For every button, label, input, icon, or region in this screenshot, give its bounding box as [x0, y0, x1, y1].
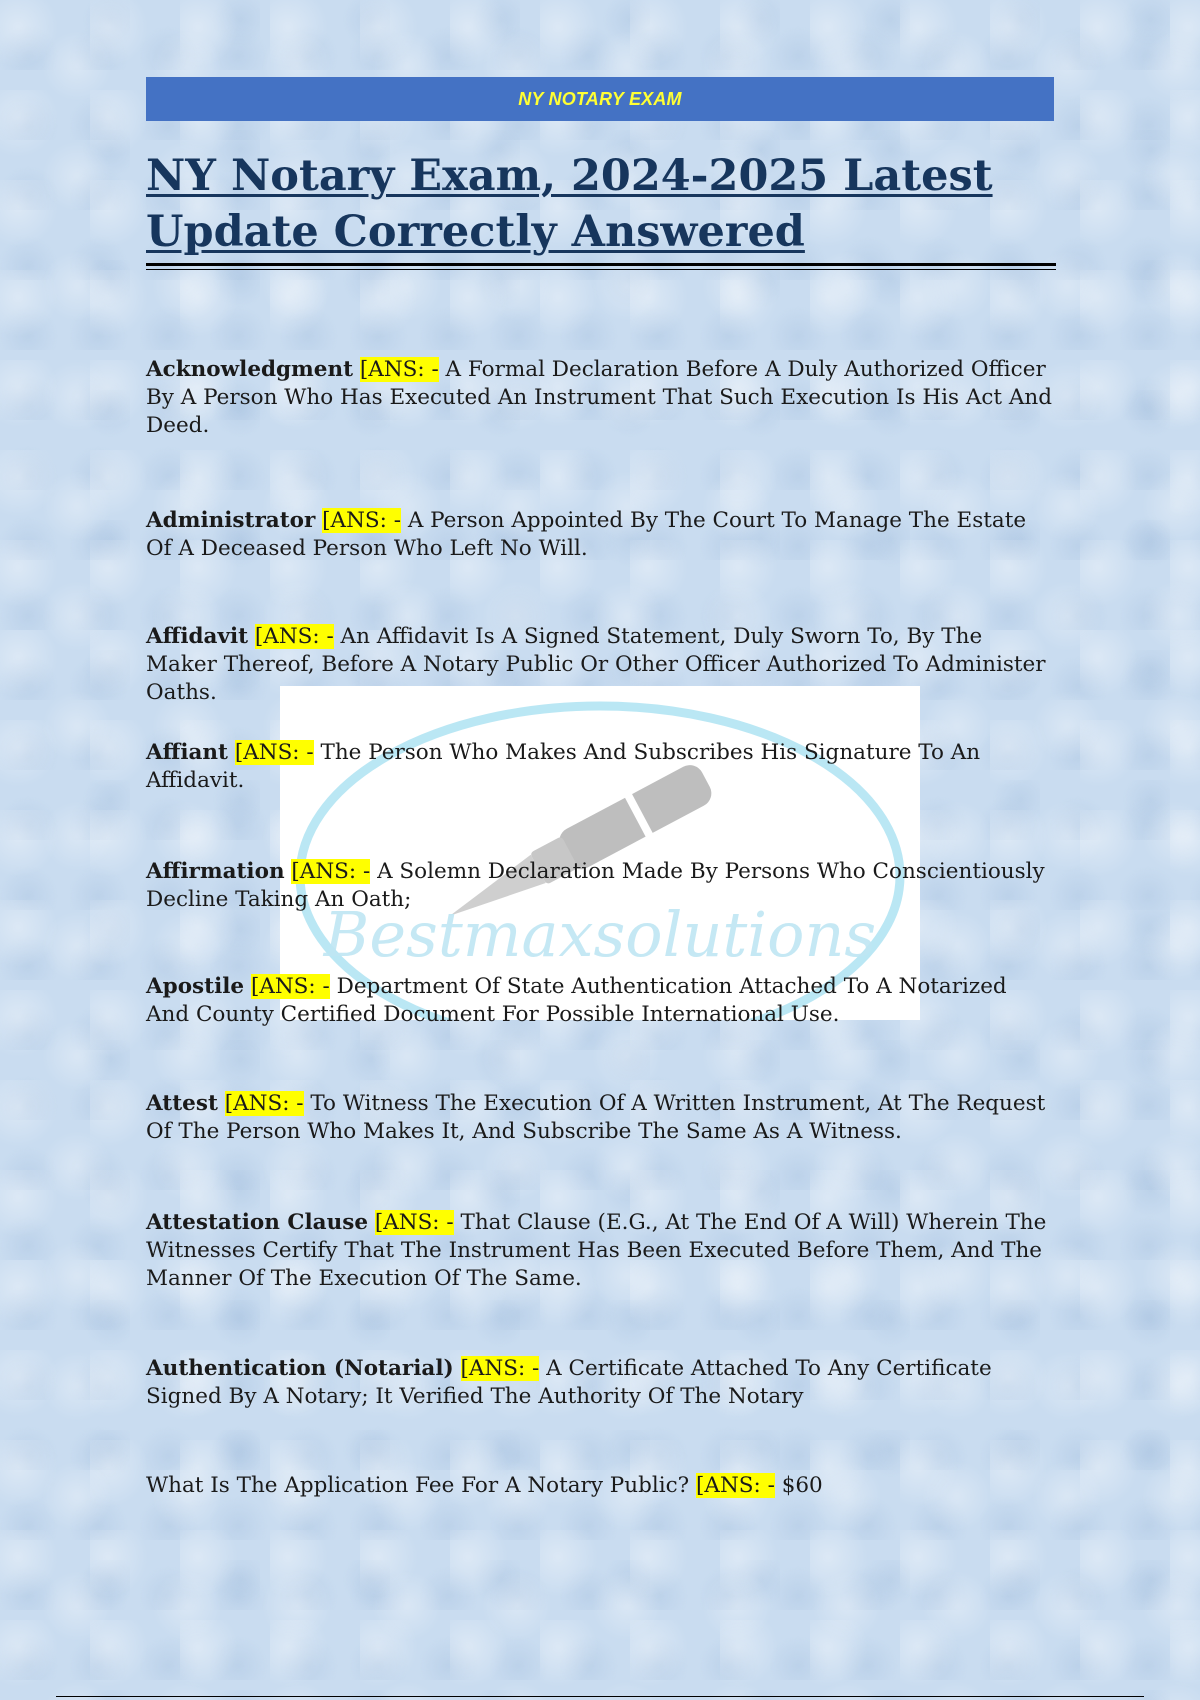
title-double-rule — [146, 263, 1056, 270]
entry-definition: To Witness The Execution Of A Written Instrument, At The Request Of The Person Who Makes It, And Subscribe The Same As A Witness. — [146, 1091, 1046, 1144]
glossary-entry — [146, 356, 1056, 440]
ans-marker: [ANS: - — [322, 508, 401, 533]
glossary-entry — [146, 507, 1056, 563]
question-text: What Is The Application Fee For A Notary Public? — [146, 1473, 697, 1498]
entry-term: Attest — [146, 1091, 218, 1116]
glossary-entry — [146, 858, 1056, 914]
entry-definition: A Person Appointed By The Court To Manage The Estate Of A Deceased Person Who Left No Will. — [146, 508, 1027, 561]
footer-rule — [56, 1696, 1144, 1697]
entry-term: Affidavit — [146, 624, 249, 649]
question-entry — [146, 1472, 1056, 1500]
header-bar — [146, 77, 1054, 121]
entry-term: Affiant — [146, 740, 228, 765]
glossary-entry — [146, 1090, 1056, 1146]
ans-marker: [ANS: - — [234, 740, 314, 765]
ans-marker: [ANS: - — [224, 1091, 304, 1116]
watermark-logo — [280, 686, 920, 1020]
ans-marker: [ANS: - — [374, 1210, 454, 1235]
glossary-entry — [146, 623, 1056, 707]
ans-marker: [ANS: - — [254, 624, 334, 649]
entry-term: Authentication (Notarial) — [146, 1356, 454, 1381]
ans-marker: [ANS: - — [359, 357, 439, 382]
watermark-graphic — [280, 686, 920, 1020]
ans-marker: [ANS: - — [696, 1473, 775, 1498]
ans-marker: [ANS: - — [460, 1356, 540, 1381]
entry-term: Acknowledgment — [146, 357, 354, 382]
entry-term: Administrator — [146, 508, 316, 533]
glossary-entry — [146, 1355, 1056, 1411]
entry-term: Attestation Clause — [146, 1210, 368, 1235]
glossary-entry — [146, 973, 1056, 1029]
entry-definition: The Person Who Makes And Subscribes His Signature To An Affidavit. — [146, 740, 981, 793]
ans-marker: [ANS: - — [250, 974, 330, 999]
entry-definition: A Solemn Declaration Made By Persons Who Conscientiously Decline Taking An Oath; — [146, 859, 1045, 912]
document-title: NY Notary Exam, 2024-2025 Latest Update Correctly Answered — [146, 151, 993, 257]
entry-term: Affirmation — [146, 859, 285, 884]
glossary-entry — [146, 739, 1056, 795]
entry-definition: Department Of State Authentication Attached To A Notarized And County Certified Document For Possible International Use. — [146, 974, 1007, 1027]
entry-definition: That Clause (E.G., At The End Of A Will) Wherein The Witnesses Certify That The Instrument Has Been Executed Before Them, And The Manner Of The Execution Of The Same. — [146, 1210, 1047, 1291]
entry-term: Apostile — [146, 974, 245, 999]
entry-definition: A Certificate Attached To Any Certificate Signed By A Notary; It Verified The Authority Of The Notary — [146, 1356, 992, 1409]
watermark-text: Bestmaxsolutions — [323, 898, 877, 971]
entry-definition: A Formal Declaration Before A Duly Authorized Officer By A Person Who Has Executed An Instrument That Such Execution Is His Act And Deed. — [146, 357, 1053, 438]
entry-definition: An Affidavit Is A Signed Statement, Duly Sworn To, By The Maker Thereof, Before A Notary Public Or Other Officer Authorized To Administer Oaths. — [146, 624, 1046, 705]
header-label: NY NOTARY EXAM — [518, 88, 682, 109]
glossary-entry — [146, 1209, 1056, 1293]
answer-text: $60 — [774, 1473, 823, 1498]
ans-marker: [ANS: - — [291, 859, 371, 884]
